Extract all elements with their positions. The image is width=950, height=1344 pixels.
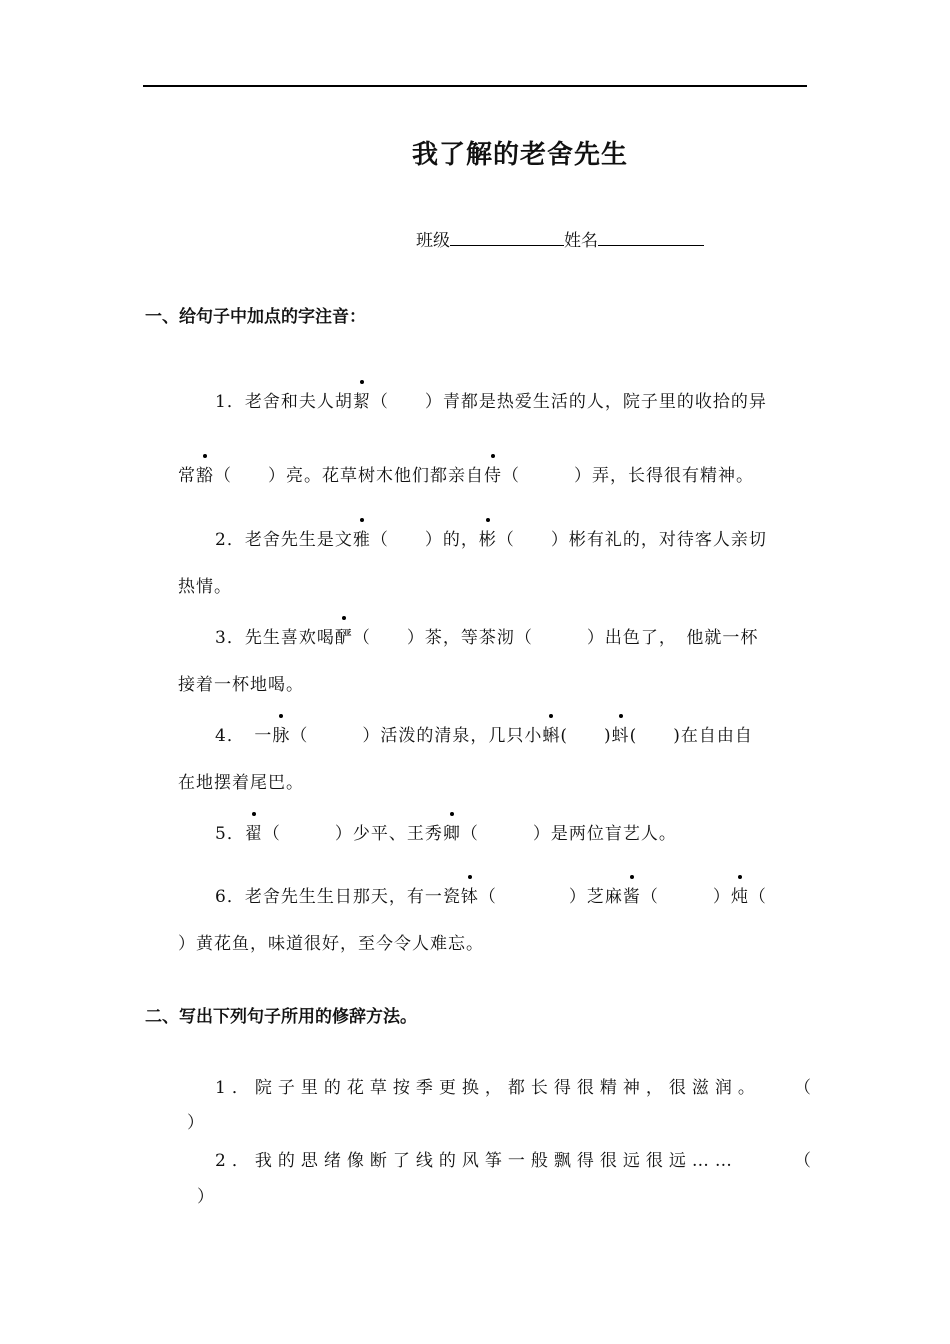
q2-line2: 热情。: [178, 577, 232, 597]
dotted-char: 絜: [353, 387, 371, 412]
q1-line2: 常豁（ ）亮。花草树木他们都亲自侍（ ）弄，长得很有精神。: [178, 461, 754, 486]
q5-line1: 5．翟（ ）少平、王秀卿（ ）是两位盲艺人。: [215, 819, 677, 844]
dotted-char: 酽: [335, 623, 353, 648]
dotted-char: 侍: [484, 461, 502, 486]
header-rule: [143, 85, 807, 87]
dotted-char: 钵: [461, 882, 479, 907]
s2-q1-open-paren: （: [794, 1078, 812, 1098]
s2-q2-close-paren: ）: [197, 1187, 215, 1207]
q3-line1: 3．先生喜欢喝酽（ ）茶，等茶沏（ ）出色了， 他就一杯: [215, 623, 758, 648]
s2-q1-close-paren: ）: [187, 1113, 205, 1133]
dotted-char: 翟: [245, 819, 263, 844]
dotted-char: 卿: [443, 819, 461, 844]
q2-line1: 2．老舍先生是文雅（ ）的，彬（ ）彬有礼的，对待客人亲切: [215, 525, 767, 550]
dotted-char: 炖: [731, 882, 749, 907]
dotted-char: 彬: [479, 525, 497, 550]
dotted-char: 脉: [272, 721, 290, 746]
section2-heading: 二、写出下列句子所用的修辞方法。: [145, 1007, 417, 1027]
student-info: [416, 226, 704, 251]
q3-line2: 接着一杯地喝。: [178, 675, 304, 695]
q4-line1: 4． 一脉（ ）活泼的清泉，几只小蝌( )蚪( )在自由自: [215, 721, 753, 746]
q1-line1: 1．老舍和夫人胡絜（ ）青都是热爱生活的人，院子里的收拾的异: [215, 387, 767, 412]
name-label: 姓名: [564, 231, 598, 251]
s2-q2-text: 2．我的思绪像断了线的风筝一般飘得很远很远……: [215, 1151, 738, 1171]
s2-q2-open-paren: （: [794, 1151, 812, 1171]
page-title: 我了解的老舍先生: [411, 140, 628, 170]
class-label: 班级: [416, 231, 450, 251]
class-blank[interactable]: [450, 227, 564, 246]
q6-line1: 6．老舍先生生日那天，有一瓷钵（ ）芝麻酱（ ）炖（: [215, 882, 767, 907]
dotted-char: 雅: [353, 525, 371, 550]
dotted-char: 蚪: [612, 721, 630, 746]
dotted-char: 豁: [196, 461, 214, 486]
dotted-char: 酱: [623, 882, 641, 907]
section1-heading: 一、给句子中加点的字注音：: [145, 307, 366, 327]
dotted-char: 蝌: [542, 721, 560, 746]
q4-line2: 在地摆着尾巴。: [178, 773, 304, 793]
q6-line2: ）黄花鱼，味道很好，至今令人难忘。: [178, 934, 484, 954]
name-blank[interactable]: [598, 227, 704, 246]
s2-q1-text: 1．院子里的花草按季更换，都长得很精神，很滋润。: [215, 1078, 761, 1098]
